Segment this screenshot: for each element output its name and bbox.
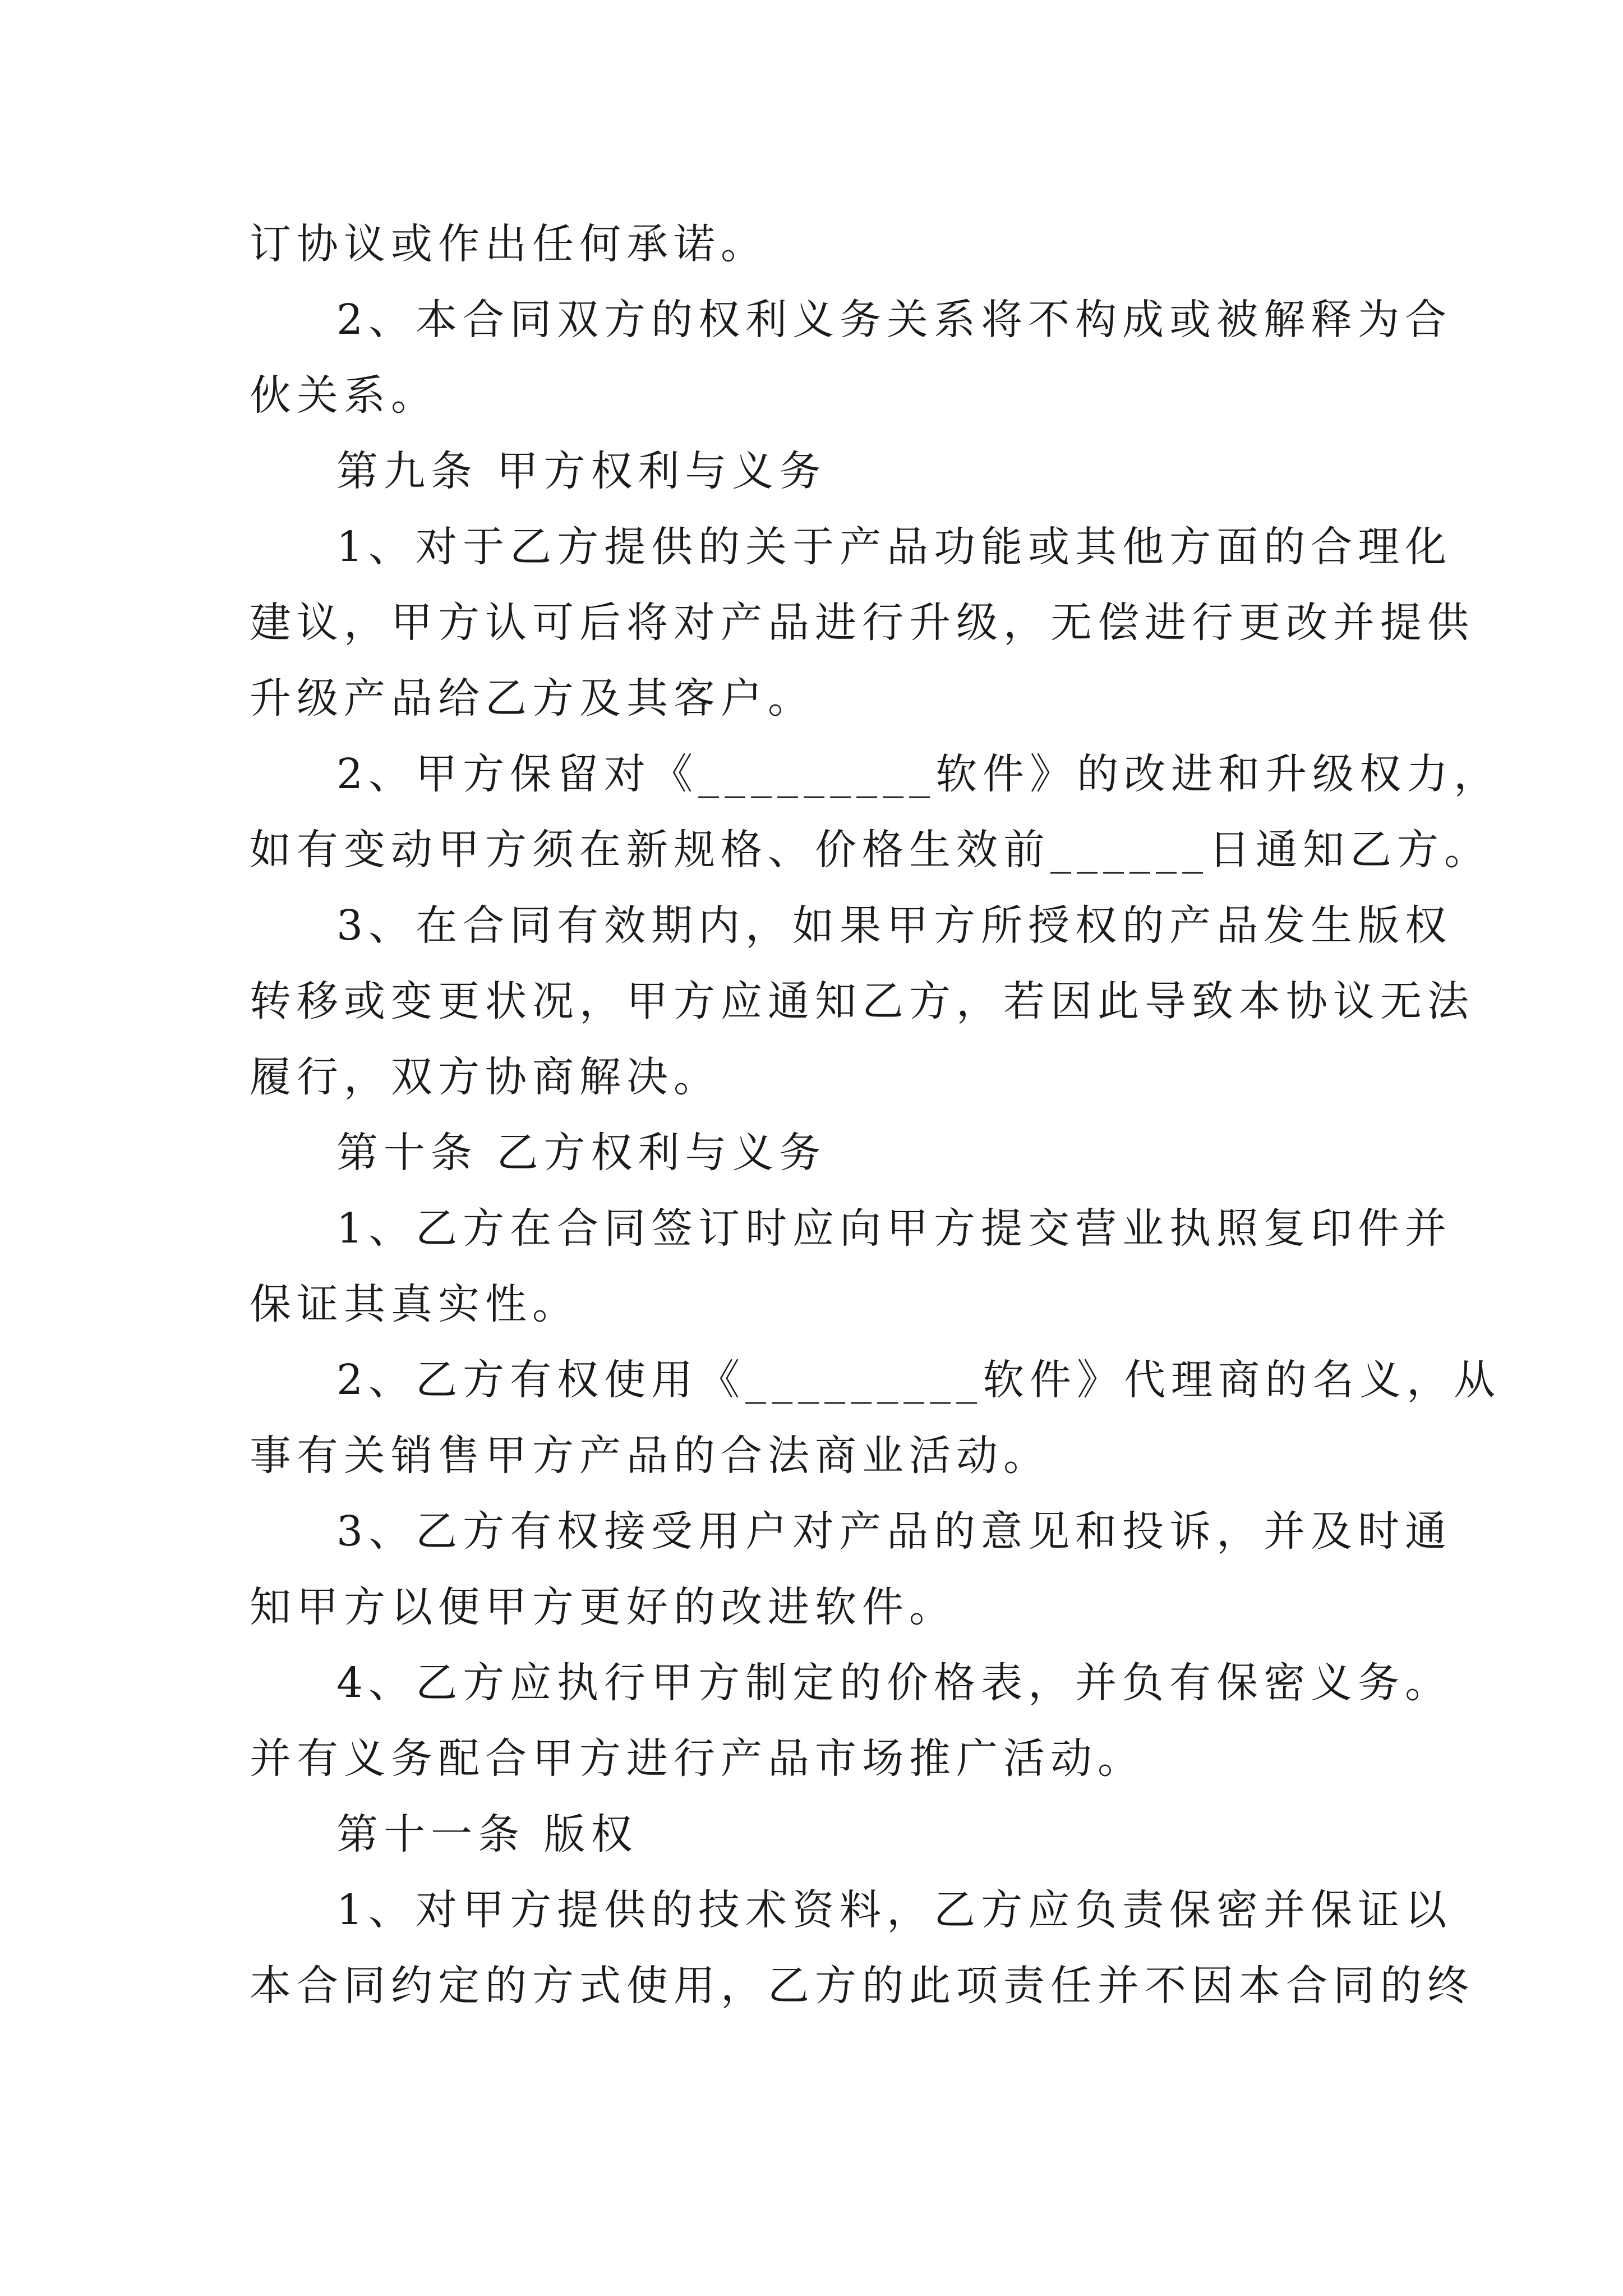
text-line: 建议，甲方认可后将对产品进行升级，无偿进行更改并提供 [250,599,1474,647]
text-line: 如有变动甲方须在新规格、价格生效前______日通知乙方。 [250,826,1491,874]
text-line: 2、本合同双方的权利义务关系将不构成或被解释为合 [336,296,1453,344]
text-line: 本合同约定的方式使用，乙方的此项责任并不因本合同的终 [250,1962,1474,2010]
text-line: 1、乙方在合同签订时应向甲方提交营业执照复印件并 [336,1204,1453,1253]
text-line: 并有义务配合甲方进行产品市场推广活动。 [250,1734,1145,1783]
text-line: 履行，双方协商解决。 [250,1053,721,1101]
text-line: 升级产品给乙方及其客户。 [250,674,815,723]
text-line: 2、乙方有权使用《_________软件》代理商的名义，从 [336,1356,1501,1404]
text-line: 3、在合同有效期内，如果甲方所授权的产品发生版权 [336,901,1453,950]
section-heading: 第十一条 版权 [336,1810,638,1858]
text-line: 伙关系。 [250,371,438,420]
text-line: 3、乙方有权接受用户对产品的意见和投诉，并及时通 [336,1507,1453,1556]
text-line: 保证其真实性。 [250,1280,579,1328]
section-heading: 第九条 甲方权利与义务 [336,447,827,495]
text-line: 知甲方以便甲方更好的改进软件。 [250,1583,956,1631]
text-line: 订协议或作出任何承诺。 [250,220,768,268]
text-line: 1、对甲方提供的技术资料，乙方应负责保密并保证以 [336,1886,1453,1934]
section-heading: 第十条 乙方权利与义务 [336,1129,827,1177]
text-line: 1、对于乙方提供的关于产品功能或其他方面的合理化 [336,523,1453,571]
text-line: 2、甲方保留对《_________软件》的改进和升级权力， [336,750,1501,798]
text-line: 转移或变更状况，甲方应通知乙方，若因此导致本协议无法 [250,977,1474,1025]
text-line: 4、乙方应执行甲方制定的价格表，并负有保密义务。 [336,1659,1453,1707]
text-line: 事有关销售甲方产品的合法商业活动。 [250,1432,1050,1480]
